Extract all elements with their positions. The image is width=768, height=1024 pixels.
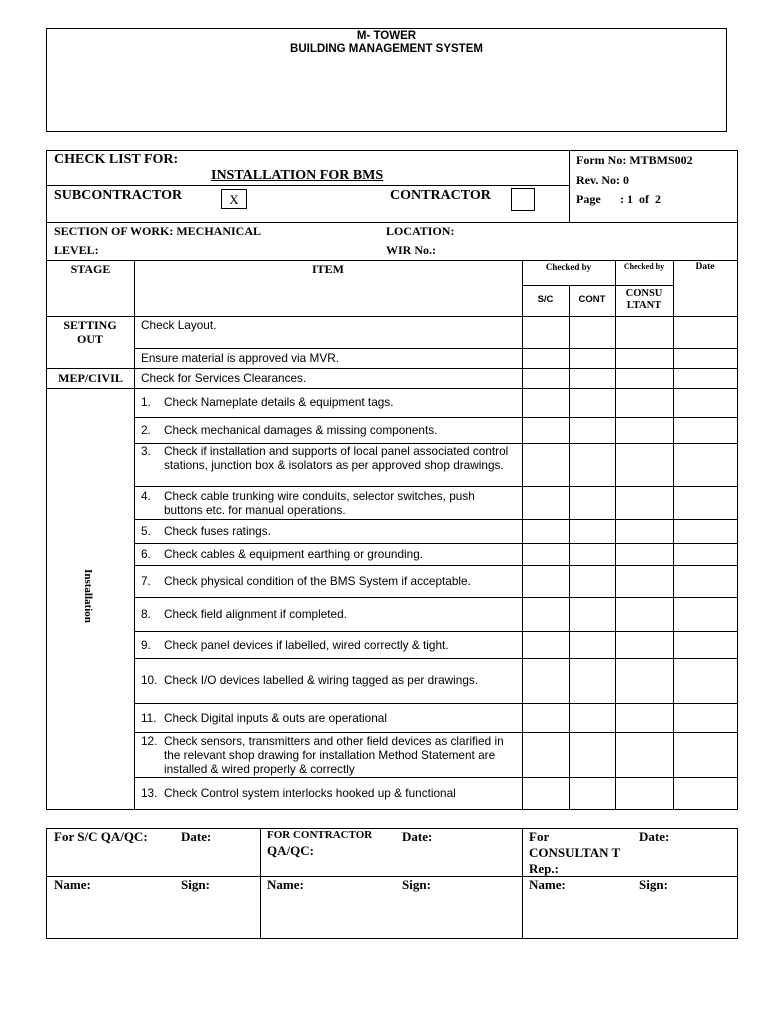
- item-number: 2.: [141, 423, 151, 437]
- item-material-approved: Ensure material is approved via MVR.: [141, 351, 340, 365]
- item-number: 12.: [141, 734, 158, 748]
- table-header-bottom: [47, 316, 737, 317]
- row-divider: [134, 486, 737, 487]
- row-divider: [134, 543, 737, 544]
- item-text: Check physical condition of the BMS System if acceptable.: [164, 574, 471, 588]
- stage-column-line: [134, 260, 135, 810]
- item-text: Check mechanical damages & missing components.: [164, 423, 438, 437]
- subcontractor-checkbox[interactable]: X: [221, 189, 247, 209]
- sc-date-label: Date:: [181, 829, 212, 844]
- row-divider: [134, 519, 737, 520]
- item-column-line: [522, 260, 523, 810]
- signoff-column-line: [522, 828, 523, 939]
- item-number: 10.: [141, 673, 158, 687]
- item-text: Check Nameplate details & equipment tags.: [164, 395, 394, 409]
- revision-number: Rev. No: 0: [576, 173, 629, 187]
- row-divider: [134, 417, 737, 418]
- contractor-qaqc-label: FOR CONTRACTOR: [267, 829, 373, 841]
- item-number: 3.: [141, 444, 151, 458]
- level-label: LEVEL:: [54, 243, 99, 257]
- item-number: 6.: [141, 547, 151, 561]
- list-item: [141, 734, 516, 776]
- contractor-qaqc-label-2: QA/QC:: [267, 843, 314, 858]
- row-divider: [134, 732, 737, 733]
- item-number: 4.: [141, 489, 151, 503]
- list-item: [141, 786, 516, 800]
- list-item: [141, 607, 516, 621]
- checked-by-divider: [522, 285, 674, 286]
- list-item: [141, 395, 516, 409]
- signoff-divider: [47, 876, 737, 877]
- contractor-checkbox[interactable]: [511, 188, 535, 211]
- item-text: Check cable trunking wire conduits, selector switches, push buttons etc. for manual operations.: [164, 489, 475, 517]
- item-number: 8.: [141, 607, 151, 621]
- list-item: [141, 638, 516, 652]
- subcontractor-label: SUBCONTRACTOR: [54, 188, 183, 203]
- list-item: [141, 574, 516, 588]
- cont-header: CONT: [578, 294, 606, 305]
- item-number: 13.: [141, 786, 158, 800]
- item-text: Check sensors, transmitters and other field devices as clarified in the relevant shop drawing for installation Method Statement are installed & wired properly & correctly: [164, 734, 504, 776]
- section-of-work: SECTION OF WORK: MECHANICAL: [54, 224, 262, 238]
- system-name: BUILDING MANAGEMENT SYSTEM: [290, 43, 483, 55]
- checked-by-header: Checked by: [545, 262, 592, 272]
- item-text: Check if installation and supports of local panel associated control stations, junction box & isolators as per approved shop drawings.: [164, 444, 509, 472]
- sc-header: S/C: [537, 294, 554, 305]
- wir-number-label: WIR No.:: [386, 243, 436, 257]
- item-text: Check panel devices if labelled, wired correctly & tight.: [164, 638, 449, 652]
- checked-by-consultant-header: Checked by: [623, 262, 665, 271]
- cont-column-line: [615, 260, 616, 810]
- item-text: Check field alignment if completed.: [164, 607, 347, 621]
- sc-name-label: Name:: [54, 877, 91, 892]
- row-divider: [134, 565, 737, 566]
- item-number: 9.: [141, 638, 151, 652]
- contractor-label: CONTRACTOR: [390, 188, 491, 203]
- sc-qaqc-label: For S/C QA/QC:: [54, 829, 148, 844]
- consultant-header: CONSU LTANT: [625, 288, 663, 311]
- title-divider: [569, 150, 570, 222]
- row-divider: [47, 368, 737, 369]
- list-item: [141, 711, 516, 725]
- item-text: Check fuses ratings.: [164, 524, 271, 538]
- page-value: : 1 of 2: [620, 192, 661, 206]
- consultant-sign-label: Sign:: [639, 877, 668, 892]
- consultant-column-line: [673, 260, 674, 810]
- list-item: [141, 524, 516, 538]
- consultant-date-label: Date:: [639, 829, 670, 844]
- checklist-title: INSTALLATION FOR BMS: [211, 168, 384, 183]
- stage-header: STAGE: [70, 262, 111, 276]
- sc-sign-label: Sign:: [181, 877, 210, 892]
- stage-mep-civil: MEP/CIVIL: [58, 371, 123, 385]
- date-header: Date: [695, 262, 715, 272]
- signoff-column-line: [260, 828, 261, 939]
- item-text: Check Control system interlocks hooked up & functional: [164, 786, 456, 800]
- item-text: Check Digital inputs & outs are operational: [164, 711, 387, 725]
- list-item: [141, 489, 516, 517]
- table-header-top: [47, 260, 737, 261]
- list-item: [141, 423, 516, 437]
- list-item: [141, 673, 516, 687]
- title-underline: [47, 185, 569, 186]
- company-name: M- TOWER: [356, 30, 417, 42]
- title-block-bottom: [47, 222, 737, 223]
- item-text: Check cables & equipment earthing or grounding.: [164, 547, 424, 561]
- item-header: ITEM: [311, 262, 344, 276]
- consultant-name-label: Name:: [529, 877, 566, 892]
- row-divider: [134, 658, 737, 659]
- row-divider: [134, 777, 737, 778]
- item-text: Check I/O devices labelled & wiring tagged as per drawings.: [164, 673, 479, 687]
- item-number: 7.: [141, 574, 151, 588]
- item-number: 1.: [141, 395, 151, 409]
- signoff-box: [46, 828, 738, 939]
- contractor-name-label: Name:: [267, 877, 304, 892]
- stage-installation: Installation: [82, 569, 94, 623]
- form-number: Form No: MTBMS002: [576, 153, 693, 167]
- item-services-clearances: Check for Services Clearances.: [141, 371, 307, 385]
- item-number: 11.: [141, 711, 157, 725]
- list-item: [141, 547, 516, 561]
- contractor-sign-label: Sign:: [402, 877, 431, 892]
- checklist-label: CHECK LIST FOR:: [54, 152, 179, 167]
- contractor-date-label: Date:: [402, 829, 433, 844]
- consultant-rep-label: For CONSULTAN T Rep.:: [529, 829, 620, 876]
- row-divider: [134, 597, 737, 598]
- item-check-layout: Check Layout.: [141, 318, 217, 332]
- row-divider: [47, 388, 737, 389]
- location-label: LOCATION:: [386, 224, 455, 238]
- page-label: Page: [576, 192, 601, 206]
- row-divider: [134, 631, 737, 632]
- stage-setting-out: SETTING OUT: [63, 318, 117, 346]
- row-divider: [134, 703, 737, 704]
- row-divider: [134, 348, 737, 349]
- list-item: [141, 444, 516, 472]
- item-number: 5.: [141, 524, 151, 538]
